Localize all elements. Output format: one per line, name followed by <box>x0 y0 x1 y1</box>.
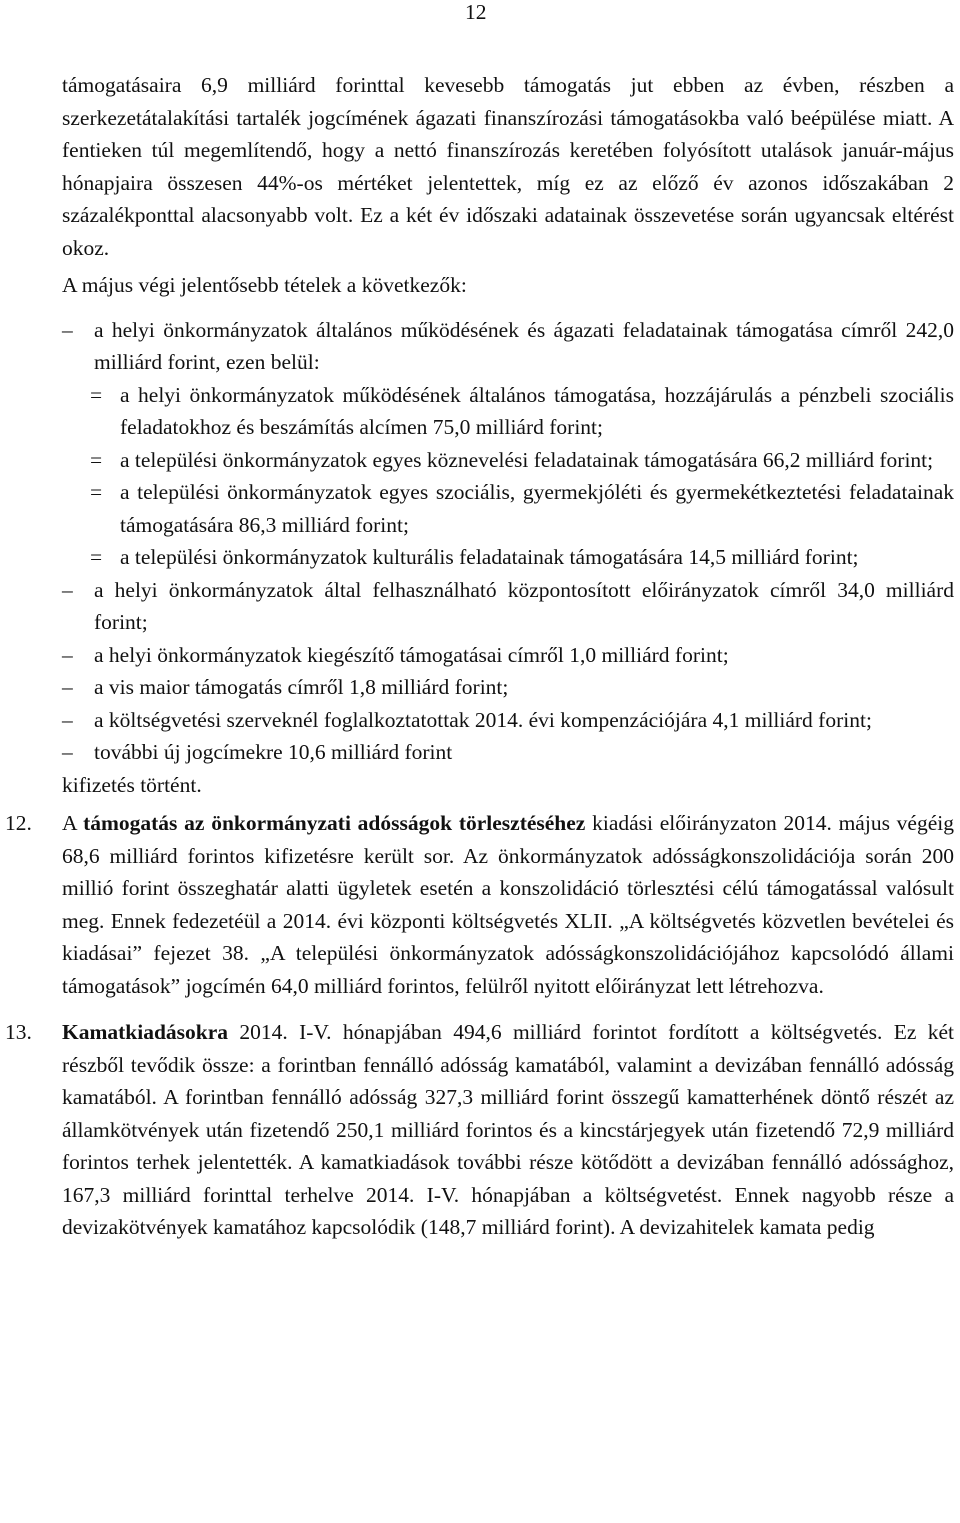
list-item-text: a helyi önkormányzatok kiegészítő támogatásai címről 1,0 milliárd forint; <box>94 642 729 667</box>
intro-paragraph: támogatásaira 6,9 milliárd forinttal kevesebb támogatás jut ebben az évben, részben a szerkezetátalakítási tartalék jogcímének ágazati finanszírozási támogatásokba való beépülése miatt. A fentieken túl megemlítendő, hogy a nettó finanszírozás keretében folyósított utalások január-május hónapjaira összesen 44%-os mértéket jelentettek, míg ez az előző év azonos időszakában 2 százalékponttal alacsonyabb volt. Ez a két év időszaki adatainak összevetése során ugyancsak eltérést okoz. <box>62 73 954 260</box>
list-item-text: a vis maior támogatás címről 1,8 milliárd forint; <box>94 675 509 699</box>
list-item-text: a helyi önkormányzatok által felhasználható központosított előirányzatok címről 34,0 milliárd forint; <box>94 577 954 634</box>
page-number: 12 <box>465 0 487 24</box>
sub-list-item-text: a települési önkormányzatok egyes köznevelési feladatainak támogatására 66,2 milliárd forint; <box>120 447 934 472</box>
sub-list-item-text: a települési önkormányzatok egyes szociális, gyermekjóléti és gyermekétkeztetési feladatainak támogatására 86,3 milliárd forint; <box>120 480 954 537</box>
sub-list-item <box>62 541 954 574</box>
document-body <box>5 67 954 1244</box>
dash-marker: – <box>62 740 73 764</box>
section-12-bold: támogatás az önkormányzati adósságok törlesztéséhez <box>83 811 586 835</box>
equals-marker: = <box>90 545 103 569</box>
section-12-number: 12. <box>5 811 32 835</box>
list-item <box>62 671 954 704</box>
list-item <box>62 639 954 672</box>
equals-marker: = <box>90 447 103 472</box>
dash-marker: – <box>62 675 73 699</box>
section-13-text: 2014. I-V. hónapjában 494,6 milliárd forintot fordított a költségvetés. Ez két részből tevődik össze: a forintban fennálló adósság kamatából, valamint a devizában fennálló adósság kamatából. A forintban fennálló adósság 327,3 milliárd forint összegű kamatterhének döntő részét az államkötvények után fizetendő 250,1 milliárd forintos és a kincstárjegyek után fizetendő 72,9 milliárd forintos terhek jelentették. A kamatkiadások további része kötődött a devizában fennálló adóssághoz, 167,3 milliárd forinttal terhelve 2014. I-V. hónapjában a költségvetést. Ennek nagyobb része a devizakötvények kamatához kapcsolódik (148,7 milliárd forint). A devizahitelek kamata pedig <box>62 1020 954 1239</box>
list-item-text: a költségvetési szerveknél foglalkoztatottak 2014. évi kompenzációjára 4,1 milliárd forint; <box>94 707 872 732</box>
dash-marker: – <box>62 707 73 732</box>
list-item <box>62 704 954 737</box>
list-item <box>62 736 954 769</box>
section-12-text: kiadási előirányzaton 2014. május végéig 68,6 milliárd forintos kifizetésre került sor. Az önkormányzatok adósságkonszolidációja során 200 millió forint összeghatár alatti ügyletek esetén a konszolidáció törlesztési célú támogatással valósult meg. Ennek fedezetéül a 2014. évi központi költségvetés XLII. „A költségvetés közvetlen bevételei és kiadásai” fejezet 38. „A települési önkormányzatok adósságkonszolidációjához kapcsolódó állami támogatások” jogcímén 64,0 milliárd forintos, felülről nyitott előirányzat lett létrehozva. <box>62 811 954 998</box>
equals-marker: = <box>90 382 103 407</box>
dash-marker: – <box>62 577 73 602</box>
items-list <box>62 314 954 769</box>
equals-marker: = <box>90 480 103 504</box>
list-item-text: a helyi önkormányzatok általános működésének és ágazati feladatainak támogatása címről 242,0 milliárd forint, ezen belül: <box>94 317 954 374</box>
section-12 <box>5 807 954 1002</box>
list-item <box>62 574 954 639</box>
sub-list-item <box>62 476 954 541</box>
section-12-pre: A <box>62 811 84 835</box>
dash-marker: – <box>62 317 73 342</box>
dash-marker: – <box>62 642 73 667</box>
sub-list-item <box>62 444 954 477</box>
list-item-text: további új jogcímekre 10,6 milliárd forint <box>94 740 453 764</box>
list-heading: A május végi jelentősebb tételek a következők: <box>62 273 467 297</box>
sub-list-item-text: a települési önkormányzatok kulturális feladatainak támogatására 14,5 milliárd forint; <box>120 545 859 569</box>
section-13-bold: Kamatkiadásokra <box>62 1020 229 1044</box>
closing-line: kifizetés történt. <box>62 772 202 797</box>
list-item <box>62 314 954 379</box>
section-13-number: 13. <box>5 1020 32 1044</box>
sub-list-item <box>62 379 954 444</box>
section-13 <box>5 1016 954 1244</box>
sub-list-item-text: a helyi önkormányzatok működésének általános támogatása, hozzájárulás a pénzbeli szociális feladatokhoz és beszámítás alcímen 75,0 milliárd forint; <box>120 382 954 439</box>
